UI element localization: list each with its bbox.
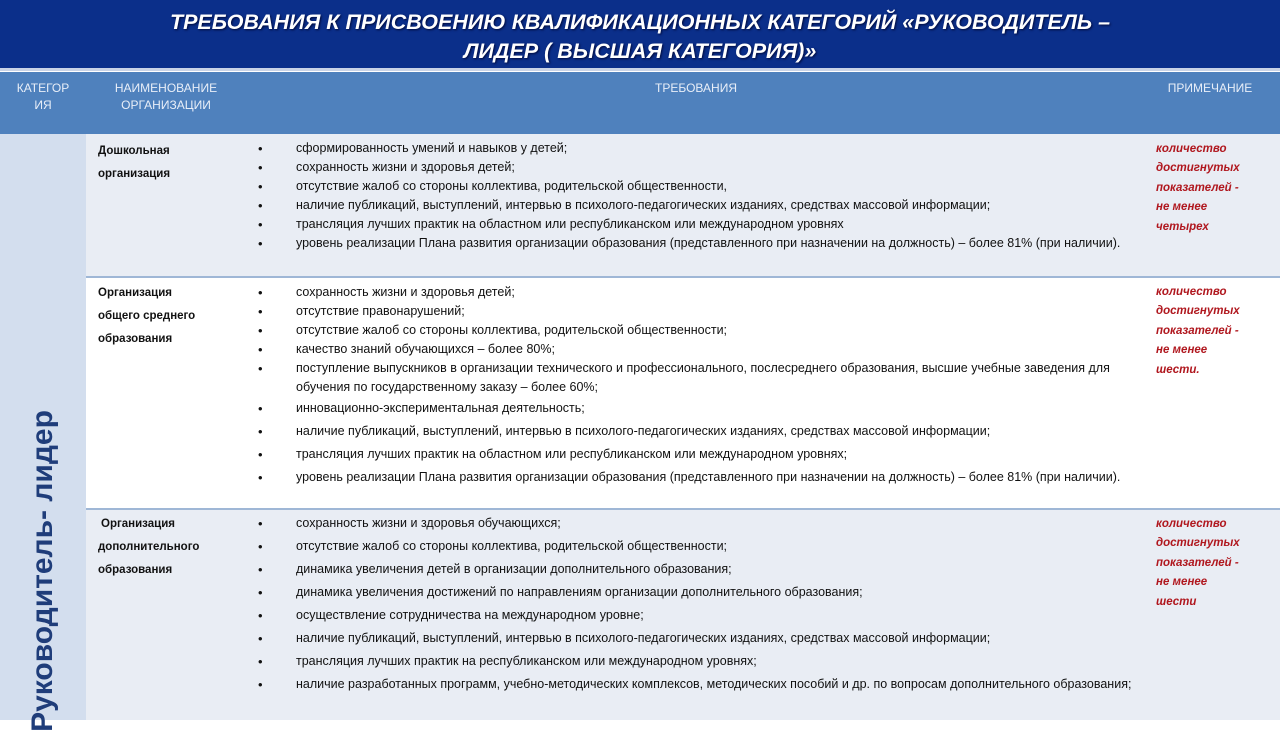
list-item: • наличие публикаций, выступлений, интервью в психолого-педагогических изданиях, средствах массовой информации; — [258, 631, 991, 646]
list-item: • уровень реализации Плана развития организации образования (представленного при назначении на должность) – более 81% (при наличии). — [258, 236, 1121, 251]
header-note: ПРИМЕЧАНИЕ — [1167, 81, 1253, 95]
title-line-2: ЛИДЕР ( ВЫСШАЯ КАТЕГОРИЯ)» — [463, 39, 817, 63]
note: количество достигнутых показателей - не менее четырех — [1156, 143, 1240, 233]
list-item: • отсутствие жалоб со стороны коллектива, родительской общественности; — [258, 323, 728, 338]
note: количество достигнутых показателей - не менее шести — [1156, 518, 1240, 608]
list-item: • наличие разработанных программ, учебно-методических комплексов, методических пособий и др. по вопросам дополнительного образования; — [258, 677, 1132, 692]
list-item: • сохранность жизни и здоровья детей; — [258, 285, 515, 300]
title-line-1: ТРЕБОВАНИЯ К ПРИСВОЕНИЮ КВАЛИФИКАЦИОННЫХ КАТЕГОРИЙ «РУКОВОДИТЕЛЬ – — [169, 10, 1111, 34]
list-item: • трансляция лучших практик на областном или республиканском или международном уровнях — [258, 217, 844, 232]
note: количество достигнутых показателей - не менее шести. — [1156, 286, 1240, 376]
list-item: • качество знаний обучающихся – более 80%; — [258, 342, 555, 357]
list-item: • сохранность жизни и здоровья детей; — [258, 160, 515, 175]
category-label: Руководитель- лидер — [26, 410, 59, 732]
list-item: • сохранность жизни и здоровья обучающихся; — [258, 516, 561, 531]
list-item: • инновационно-экспериментальная деятельность; — [258, 401, 585, 416]
table-header — [0, 72, 1280, 134]
list-item: • наличие публикаций, выступлений, интервью в психолого-педагогических изданиях, средствах массовой информации; — [258, 424, 991, 439]
list-item: • отсутствие жалоб со стороны коллектива, родительской общественности, — [258, 179, 728, 194]
list-item: • наличие публикаций, выступлений, интервью в психолого-педагогических изданиях, средствах массовой информации; — [258, 198, 991, 213]
page-title — [40, 8, 1240, 66]
list-item: • осуществление сотрудничества на международном уровне; — [258, 608, 644, 623]
table-row-general-secondary — [86, 278, 1280, 508]
list-item: • уровень реализации Плана развития организации образования (представленного при назначении на должность) – более 81% (при наличии). — [258, 470, 1121, 485]
list-item: • отсутствие жалоб со стороны коллектива, родительской общественности; — [258, 539, 728, 554]
header-category: КАТЕГОР ИЯ — [16, 81, 70, 112]
list-item: • динамика увеличения детей в организации дополнительного образования; — [258, 562, 732, 577]
list-item: • трансляция лучших практик на областном или республиканском или международном уровнях; — [258, 447, 848, 462]
list-item: • трансляция лучших практик на республиканском или международном уровнях; — [258, 654, 757, 669]
org-name: Организация дополнительного образования — [98, 518, 200, 576]
header-requirements: ТРЕБОВАНИЯ — [655, 81, 737, 95]
list-item: • сформированность умений и навыков у детей; — [258, 141, 568, 156]
category-column — [0, 134, 86, 732]
list-item: • поступление выпускников в организации технического и профессионального, послесреднего образования, высшие учебные заведения для обучения по государственному заказу – более 60%; — [258, 361, 1110, 394]
org-name: Дошкольная организация — [98, 145, 171, 180]
requirements-list — [258, 514, 1138, 694]
header-organization: НАИМЕНОВАНИЕ ОРГАНИЗАЦИИ — [114, 81, 218, 112]
table-row-preschool — [86, 134, 1280, 276]
requirements-list — [258, 139, 1138, 253]
title-bar — [0, 0, 1280, 71]
org-name: Организация общего среднего образования — [98, 287, 196, 345]
list-item: • отсутствие правонарушений; — [258, 304, 465, 319]
requirements-list — [258, 283, 1138, 487]
list-item: • динамика увеличения достижений по направлениям организации дополнительного образования; — [258, 585, 863, 600]
table-row-additional-education — [86, 510, 1280, 720]
